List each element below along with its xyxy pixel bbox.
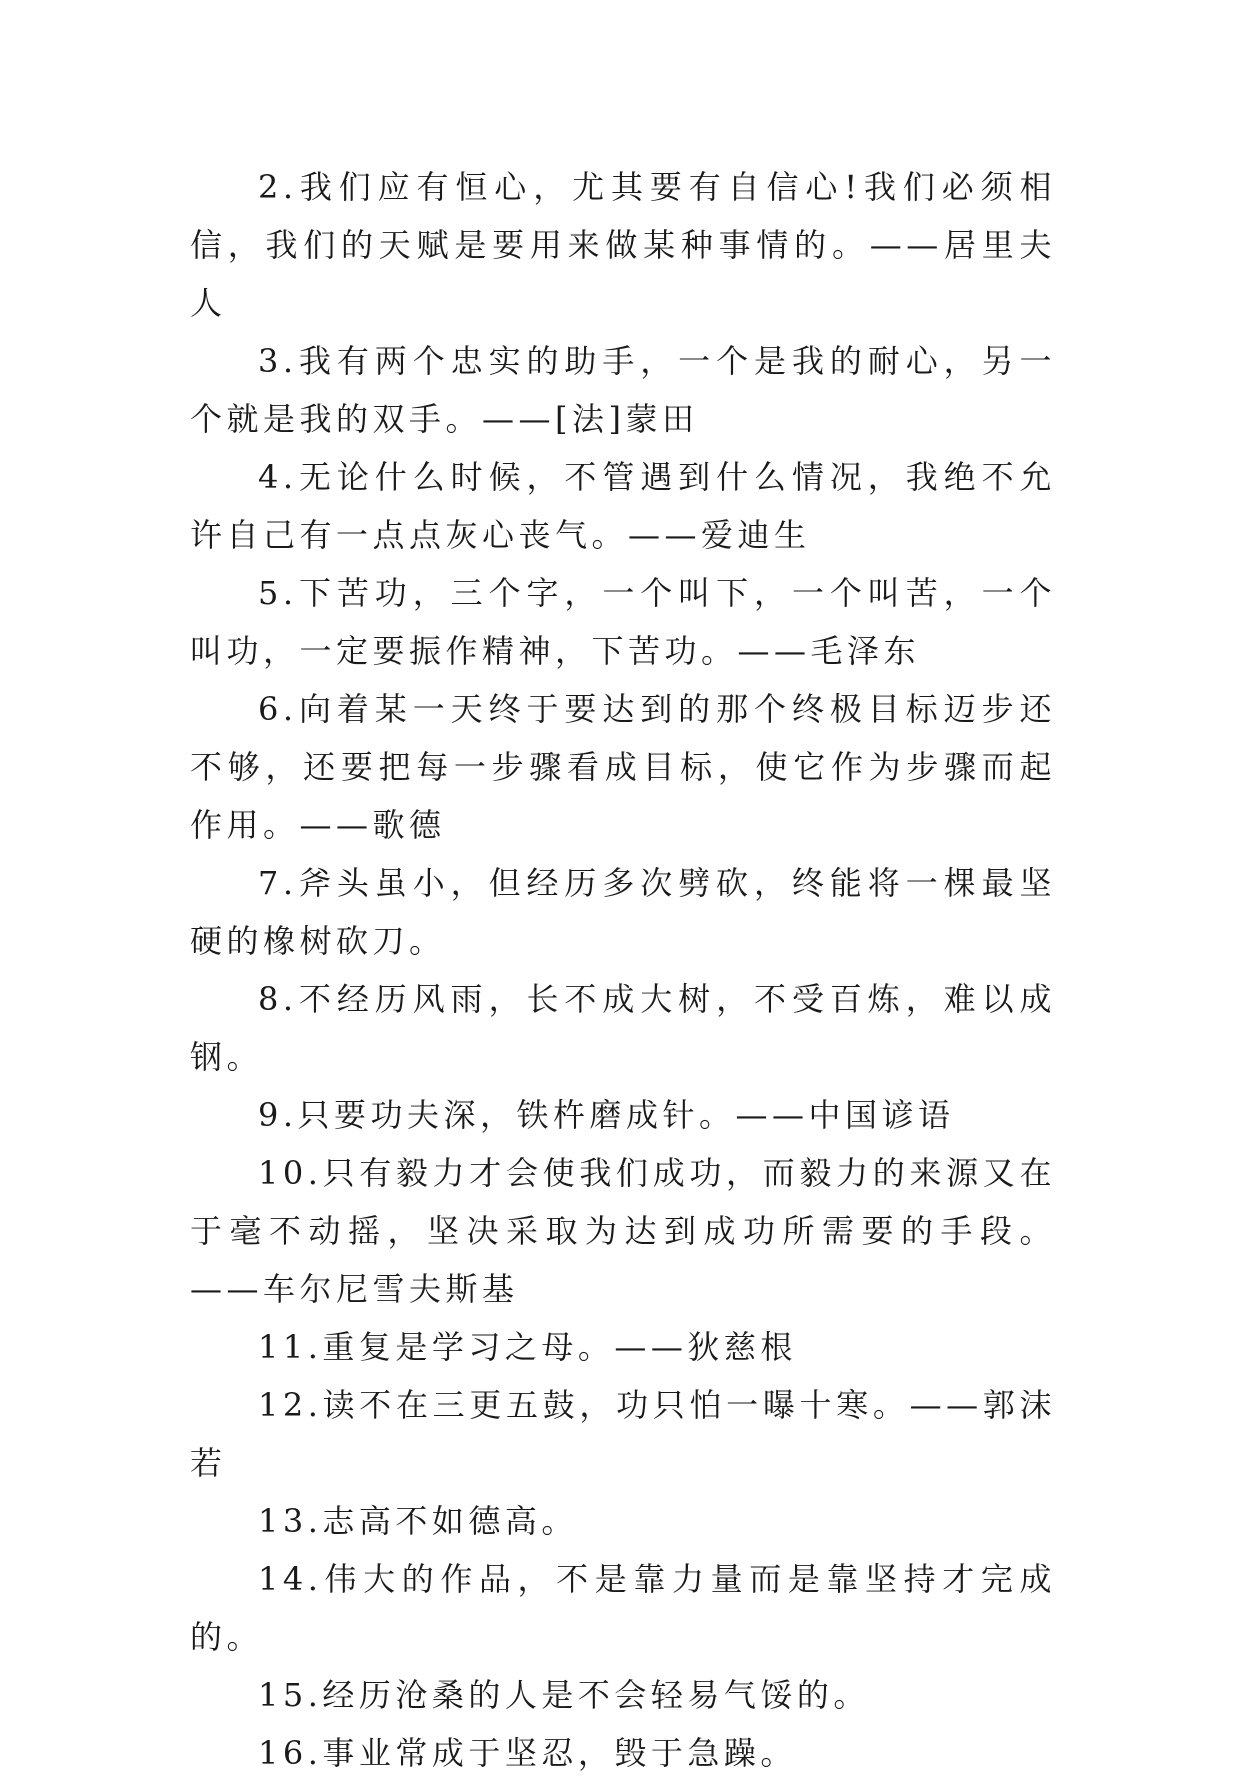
quote-item: 2.我们应有恒心，尤其要有自信心!我们必须相信，我们的天赋是要用来做某种事情的。——居里夫人 xyxy=(190,168,1056,322)
quote-item: 3.我有两个忠实的助手，一个是我的耐心，另一个就是我的双手。——[法]蒙田 xyxy=(190,342,1056,438)
quote-item: 9.只要功夫深，铁杵磨成针。——中国谚语 xyxy=(258,1096,955,1134)
quote-item: 14.伟大的作品，不是靠力量而是靠坚持才完成的。 xyxy=(190,1560,1056,1656)
quote-item: 8.不经历风雨，长不成大树，不受百炼，难以成钢。 xyxy=(190,980,1056,1076)
quote-item: 5.下苦功，三个字，一个叫下，一个叫苦，一个叫功，一定要振作精神，下苦功。——毛泽东 xyxy=(190,574,1056,670)
quote-list xyxy=(190,158,1056,1782)
quote-item: 15.经历沧桑的人是不会轻易气馁的。 xyxy=(258,1676,870,1714)
quote-item: 7.斧头虽小，但经历多次劈砍，终能将一棵最坚硬的橡树砍刀。 xyxy=(190,864,1056,960)
quote-item: 12.读不在三更五鼓，功只怕一曝十寒。——郭沫若 xyxy=(190,1386,1056,1482)
quote-item: 16.事业常成于坚忍，毁于急躁。 xyxy=(258,1734,797,1772)
quote-item: 4.无论什么时候，不管遇到什么情况，我绝不允许自己有一点点灰心丧气。——爱迪生 xyxy=(190,458,1056,554)
quote-item: 11.重复是学习之母。——狄慈根 xyxy=(258,1328,797,1366)
quote-item: 10.只有毅力才会使我们成功，而毅力的来源又在于毫不动摇，坚决采取为达到成功所需要的手段。——车尔尼雪夫斯基 xyxy=(190,1154,1056,1308)
quote-item: 13.志高不如德高。 xyxy=(258,1502,578,1540)
quote-item: 6.向着某一天终于要达到的那个终极目标迈步还不够，还要把每一步骤看成目标，使它作为步骤而起作用。——歌德 xyxy=(190,690,1056,844)
